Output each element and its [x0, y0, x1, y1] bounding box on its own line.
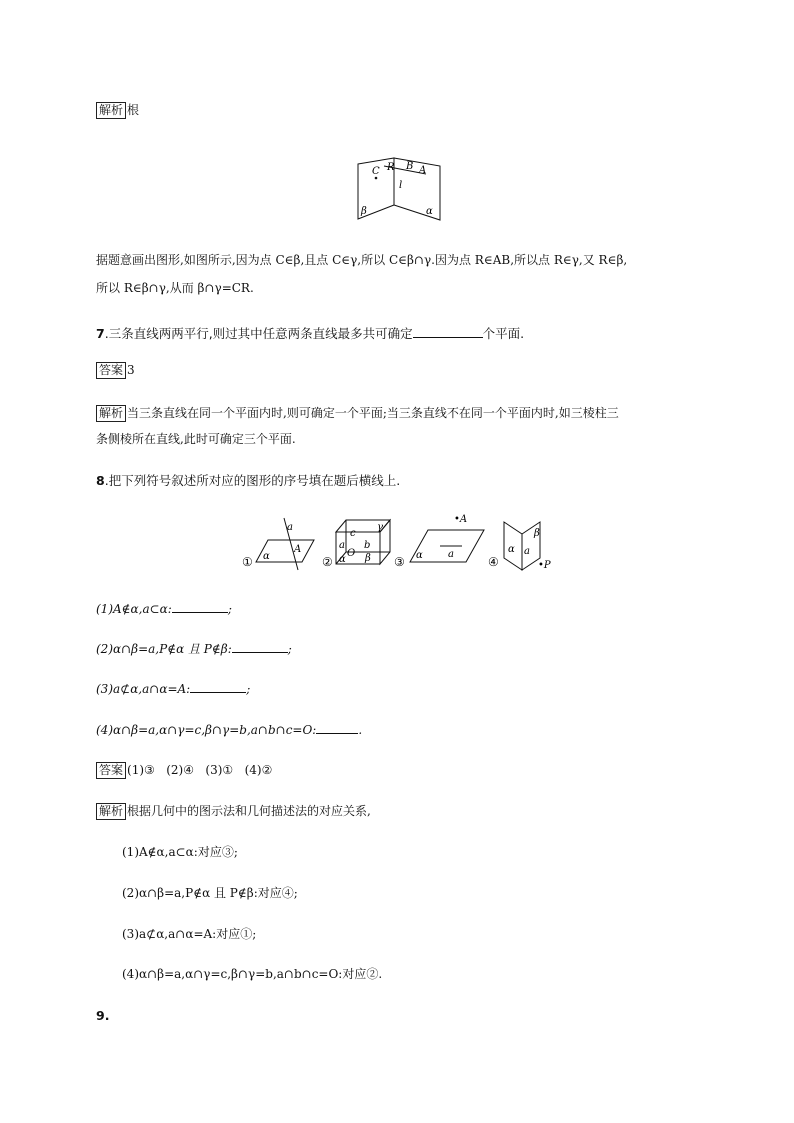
question-7-analysis-line-1: [96, 405, 619, 422]
figure-4-number: ④: [488, 555, 499, 569]
question-7-blank: [413, 325, 483, 338]
analysis-item-3: (3)a⊄α,a∩α=A:对应①;: [122, 927, 257, 941]
item-2-text: (2)α∩β=a,P∉α 且 P∉β:: [96, 642, 232, 656]
figure-4-label-beta: β: [534, 528, 540, 539]
item-1-blank: [172, 600, 228, 613]
item-4-end: .: [358, 723, 363, 737]
question-8: 8.把下列符号叙述所对应的图形的序号填在题后横线上.: [96, 473, 401, 488]
analysis-item-4: (4)α∩β=a,α∩γ=c,β∩γ=b,a∩b∩c=O:对应②.: [122, 967, 383, 981]
analysis-item-1: (1)A∉α,a⊂α:对应③;: [122, 845, 238, 859]
block1-text-line-2: 所以 R∈β∩γ,从而 β∩γ=CR.: [96, 281, 254, 295]
figure-2-number: ②: [322, 555, 333, 569]
item-4-blank: [316, 721, 358, 734]
figure-4-label-a: a: [524, 546, 530, 557]
block1-text-line-1: 据题意画出图形,如图所示,因为点 C∈β,且点 C∈γ,所以 C∈β∩γ.因为点 R∈AB,所以点 R∈γ,又 R∈β,: [96, 253, 628, 267]
item-3-text: (3)a⊄α,a∩α=A:: [96, 682, 191, 696]
question-7-answer-line: [96, 362, 135, 379]
answer-tag: 答案: [96, 762, 126, 779]
dihedral-planes-figure: [354, 156, 444, 222]
question-8-figures: [240, 512, 560, 572]
question-7-analysis-line-2: 条侧棱所在直线,此时可确定三个平面.: [96, 432, 296, 446]
figure-2-label-O: O: [347, 548, 356, 559]
question-8-item-3: [96, 680, 250, 697]
figure-4-label-alpha: α: [508, 544, 515, 555]
figure-2-label-alpha: α: [339, 554, 346, 565]
answer-tag: 答案: [96, 362, 126, 379]
figure-1-label-A: A: [294, 544, 302, 555]
item-3-blank: [190, 680, 246, 693]
item-2-end: ;: [287, 642, 292, 656]
item-4-text: (4)α∩β=a,α∩γ=c,β∩γ=b,a∩b∩c=O:: [96, 723, 317, 737]
figure-1-number: ①: [242, 555, 253, 569]
label-A: A: [419, 165, 427, 176]
label-R: R: [387, 162, 395, 173]
question-8-item-1: [96, 600, 232, 617]
analysis-tag: 解析: [96, 102, 126, 119]
label-beta: β: [361, 206, 367, 217]
figure-2-label-gamma: γ: [377, 522, 383, 533]
item-3-end: ;: [246, 682, 251, 696]
figure-3-label-a: a: [448, 549, 454, 560]
figure-4-label-P: •P: [538, 560, 551, 571]
figure-1-label-alpha: α: [263, 551, 270, 562]
figure-2-label-b: b: [364, 540, 371, 551]
question-8-item-4: [96, 721, 362, 738]
question-8-text: 把下列符号叙述所对应的图形的序号填在题后横线上.: [108, 473, 401, 488]
label-B: B: [406, 161, 414, 172]
figure-3-label-alpha: α: [416, 550, 423, 561]
point-C: [375, 177, 378, 180]
analysis-tag: 解析: [96, 803, 126, 820]
figure-1-label-a: a: [287, 522, 293, 533]
question-8-analysis-intro: 根据几何中的图示法和几何描述法的对应关系,: [127, 804, 371, 818]
question-7-answer: 3: [127, 363, 135, 377]
analysis-lead-text: 根: [127, 103, 140, 117]
label-l: l: [399, 180, 403, 191]
figure-3-number: ③: [394, 555, 405, 569]
figure-2-label-a: a: [339, 540, 345, 551]
question-7: 7.三条直线两两平行,则过其中任意两条直线最多共可确定 个平面.: [96, 326, 525, 341]
figure-2-label-c: c: [350, 528, 356, 539]
item-1-end: ;: [227, 602, 232, 616]
item-2-blank: [232, 640, 288, 653]
question-8-analysis-line: [96, 803, 371, 820]
question-9-number: 9.: [96, 1008, 110, 1023]
item-1-text: (1)A∉α,a⊂α:: [96, 602, 172, 616]
question-7-number: 7: [96, 326, 105, 341]
analysis-item-2: (2)α∩β=a,P∉α 且 P∉β:对应④;: [122, 886, 298, 900]
analysis-tag: 解析: [96, 405, 126, 422]
analysis-header-line: [96, 102, 139, 119]
label-alpha: α: [426, 206, 433, 217]
question-7-analysis-text-1: 当三条直线在同一个平面内时,则可确定一个平面;当三条直线不在同一个平面内时,如三棱柱三: [127, 406, 619, 420]
label-C: C: [372, 166, 380, 177]
figure-2-label-beta: β: [365, 553, 371, 564]
question-8-number: 8: [96, 473, 105, 488]
question-8-answer: (1)③ (2)④ (3)① (4)②: [127, 763, 273, 777]
question-7-text-after: 个平面.: [482, 326, 525, 341]
question-7-text: 三条直线两两平行,则过其中任意两条直线最多共可确定: [108, 326, 413, 341]
question-8-item-2: [96, 640, 292, 657]
question-9: [96, 1008, 109, 1024]
question-8-answer-line: [96, 762, 272, 779]
figure-3-label-A: •A: [454, 514, 468, 525]
